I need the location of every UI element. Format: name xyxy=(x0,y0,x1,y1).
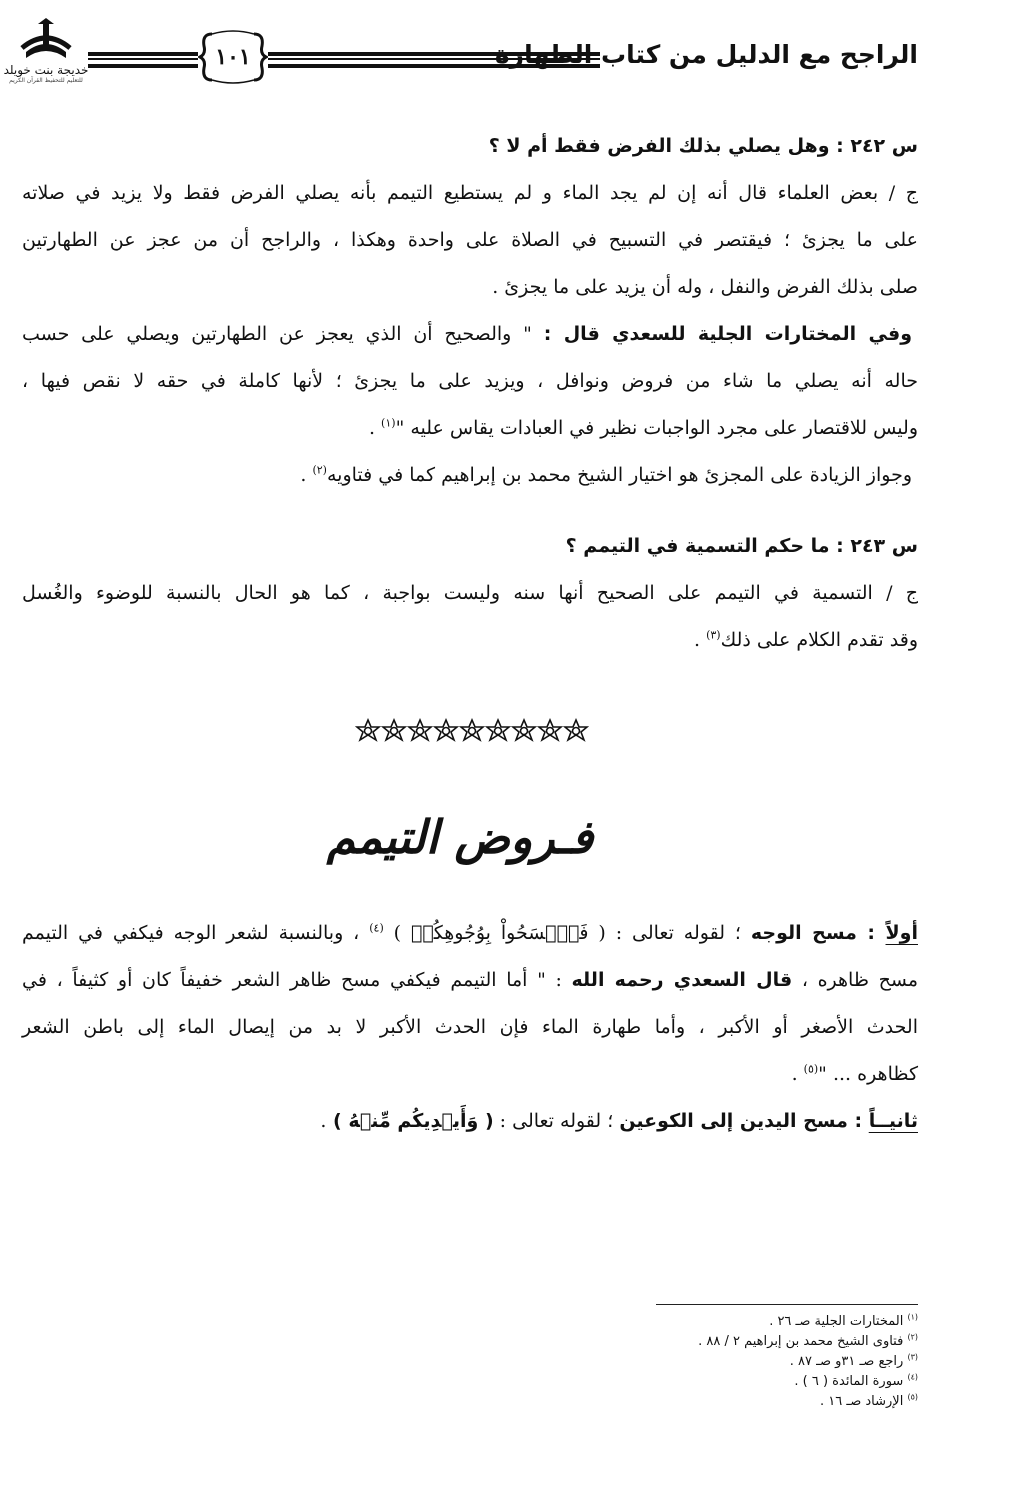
point-heading: : مسح اليدين إلى الكوعين xyxy=(619,1110,869,1132)
paragraph-text: وقد تقدم الكلام على ذلك xyxy=(720,629,918,651)
footnote-item xyxy=(698,1312,918,1332)
footnote-ref: (٣) xyxy=(706,628,721,642)
footnote-item xyxy=(698,1372,918,1392)
quote-source: وفي المختارات الجلية للسعدي قال : xyxy=(543,323,912,345)
point-label: ثانيــاً xyxy=(868,1110,918,1132)
footnote-item xyxy=(698,1352,918,1372)
end-dot: . xyxy=(791,1063,804,1085)
footnote-text: فتاوى الشيخ محمد بن إبراهيم ٢ / ٨٨ . xyxy=(698,1334,908,1349)
end-dot: . xyxy=(320,1110,327,1132)
end-dot: . xyxy=(368,417,382,439)
footnote-number: (٤) xyxy=(907,1372,918,1382)
paragraph-line xyxy=(22,1098,918,1145)
verse-text: ( وَأَيۡدِيكُم مِّنۡهُ ) xyxy=(326,1110,494,1132)
paragraph-line: صلى بذلك الفرض والنفل ، وله أن يزيد على ما يجزئ . xyxy=(492,276,918,298)
page-number-badge xyxy=(198,26,268,88)
quote-text: وليس للاقتصار على مجرد الواجبات نظير في العبادات يقاس عليه " xyxy=(395,417,918,439)
quote-text: " والصحيح أن الذي يعجز عن الطهارتين ويصلي على حسب xyxy=(22,323,544,345)
footnotes xyxy=(698,1312,918,1412)
footnote-text: المختارات الجلية صـ ٢٦ . xyxy=(769,1314,908,1329)
footnote-number: (٥) xyxy=(907,1392,918,1402)
paragraph-line: على ما يجزئ ؛ فيقتصر في التسبيح في الصلاة على واحدة وهكذا ، والراجح أن من عجز عن الطهارتين xyxy=(22,229,918,251)
point-heading: : مسح الوجه xyxy=(750,922,886,944)
paragraph-text: : " أما التيمم فيكفي مسح ظاهر الشعر خفيفاً كان أو كثيفاً ، في xyxy=(22,969,572,991)
paragraph-text: ؛ لقوله تعالى : ( فَٱمۡسَحُواْ بِوُجُوهِكُمۡ ) xyxy=(383,922,751,944)
running-title: الراجح مع الدليل من كتاب الطهارة xyxy=(494,40,918,69)
footnote-ref: (٤) xyxy=(369,921,384,935)
paragraph-text: ، وبالنسبة لشعر الوجه فيكفي في التيمم xyxy=(22,922,370,944)
quote-line xyxy=(22,311,918,358)
footnote-text: راجع صـ ٣١و صـ ٨٧ . xyxy=(789,1354,908,1369)
paragraph-line xyxy=(22,957,918,1004)
question-242: س ٢٤٢ : وهل يصلي بذلك الفرض فقط أم لا ؟ xyxy=(488,135,918,157)
point-label: أولاً xyxy=(885,922,918,944)
question-243: س ٢٤٣ : ما حكم التسمية في التيمم ؟ xyxy=(565,535,918,557)
footnote-number: (٢) xyxy=(907,1332,918,1342)
paragraph-text: مسح ظاهره ، xyxy=(792,969,919,991)
footnote-ref: (١) xyxy=(381,416,396,430)
end-dot: . xyxy=(693,629,707,651)
book-emblem-icon xyxy=(16,18,76,64)
section-body xyxy=(22,910,918,1145)
star-ornament-separator xyxy=(355,718,589,746)
quote-source: قال السعدي رحمه الله xyxy=(571,969,793,991)
footnote-number: (١) xyxy=(907,1312,918,1322)
footnote-text: الإرشاد صـ ١٦ . xyxy=(820,1394,908,1409)
paragraph-text: ؛ لقوله تعالى : xyxy=(493,1110,620,1132)
quote-line: حاله أنه يصلي ما شاء من فروض ونوافل ، ويزيد على ما يجزئ ؛ لأنها كاملة في حقه لا نقص فيها ، xyxy=(22,370,918,392)
logo-name: خديجة بنت خويلد xyxy=(3,63,89,77)
paragraph-text: كظاهره ... " xyxy=(818,1063,918,1085)
paragraph-line xyxy=(22,617,918,664)
footnote-number: (٣) xyxy=(907,1352,918,1362)
publisher-logo xyxy=(2,18,90,98)
section-title: فـروض التيمم xyxy=(326,810,594,864)
footnote-text: سورة المائدة ( ٦ ) . xyxy=(794,1374,908,1389)
quote-line xyxy=(22,405,918,452)
paragraph-line: ج / بعض العلماء قال أنه إن لم يجد الماء و لم يستطيع التيمم بأنه يصلي الفرض فقط ولا يزيد في صلاته xyxy=(22,182,918,204)
paragraph-line: ج / التسمية في التيمم على الصحيح أنها سنه وليست بواجبة ، كما هو الحال بالنسبة للوضوء والغُسل xyxy=(22,582,918,604)
footnote-rule xyxy=(656,1304,918,1305)
header-rule-left xyxy=(88,52,198,68)
footnote-ref: (٢) xyxy=(312,463,327,477)
paragraph-line: الحدث الأصغر أو الأكبر ، وأما طهارة الماء فإن الحدث الأكبر لا بد من إيصال الماء إلى باطن الشعر xyxy=(22,1016,918,1038)
paragraph-text: وجواز الزيادة على المجزئ هو اختيار الشيخ محمد بن إبراهيم كما في فتاويه xyxy=(326,464,912,486)
footnote-item xyxy=(698,1332,918,1352)
footnote-item xyxy=(698,1392,918,1412)
logo-subtitle: للتعليم للتحفيظ القرآن الكريم xyxy=(9,77,83,84)
paragraph-line xyxy=(22,910,918,957)
paragraph-line xyxy=(22,1051,918,1098)
end-dot: . xyxy=(300,464,313,486)
footnote-ref: (٥) xyxy=(803,1062,819,1076)
q243-block xyxy=(22,522,918,664)
paragraph-line xyxy=(22,452,918,499)
page-number: ١٠١ xyxy=(215,44,251,70)
q242-block xyxy=(22,122,918,499)
